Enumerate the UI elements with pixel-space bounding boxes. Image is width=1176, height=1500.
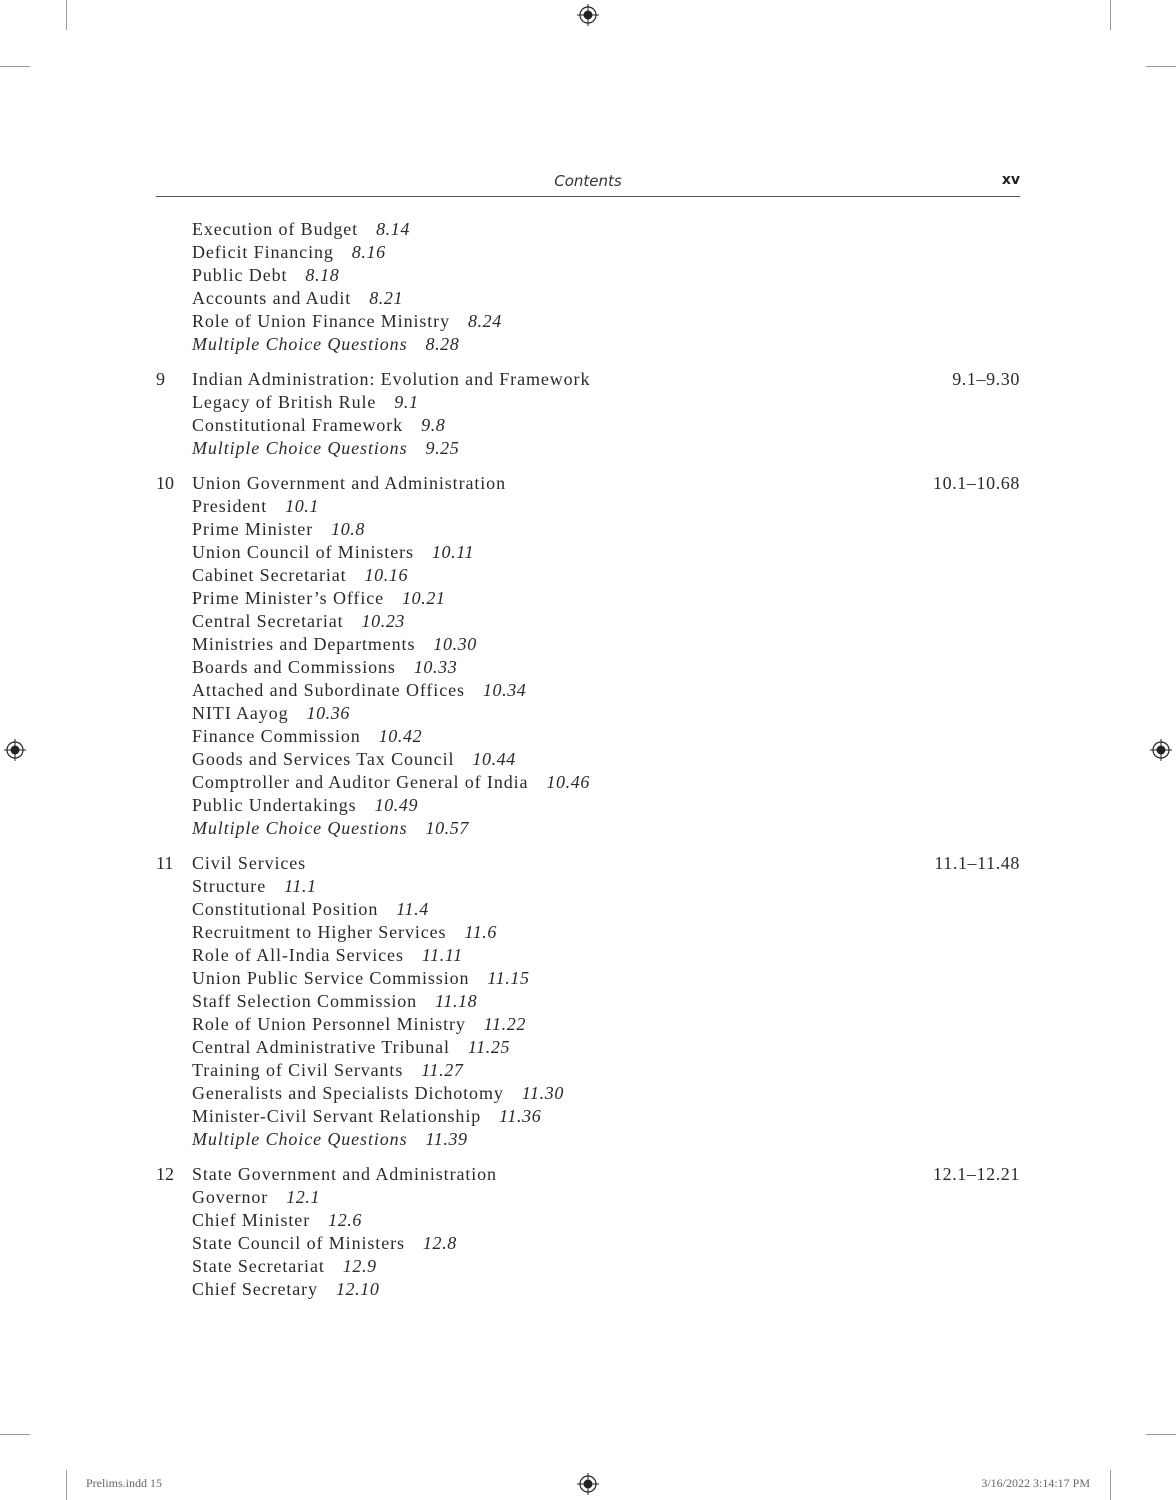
toc-entry[interactable] bbox=[156, 748, 1020, 771]
crop-mark bbox=[1146, 66, 1176, 67]
crop-mark bbox=[1146, 1434, 1176, 1435]
entry-page: 8.16 bbox=[351, 242, 386, 262]
entry-title: Goods and Services Tax Council bbox=[192, 749, 455, 769]
crop-mark bbox=[0, 66, 30, 67]
entry-page: 9.8 bbox=[421, 415, 446, 435]
chapter-heading[interactable] bbox=[156, 852, 1020, 875]
registration-mark-icon bbox=[577, 4, 599, 26]
entry-page: 10.49 bbox=[374, 795, 419, 815]
entry-page: 10.36 bbox=[306, 703, 350, 723]
entry-title: Union Council of Ministers bbox=[192, 542, 414, 562]
entry-title: Public Debt bbox=[192, 265, 288, 285]
toc-entry[interactable] bbox=[156, 495, 1020, 518]
entry-title: Central Secretariat bbox=[192, 611, 344, 631]
entry-page: 9.1 bbox=[394, 392, 419, 412]
toc-entry[interactable] bbox=[156, 1082, 1020, 1105]
chapter-page-range: 11.1–11.48 bbox=[934, 853, 1020, 873]
chapter-heading[interactable] bbox=[156, 1163, 1020, 1186]
entry-page: 12.8 bbox=[422, 1233, 457, 1253]
entry-title: Legacy of British Rule bbox=[192, 392, 377, 412]
running-head: Contents bbox=[554, 172, 622, 190]
toc-entry[interactable] bbox=[156, 1105, 1020, 1128]
toc-entry[interactable] bbox=[156, 875, 1020, 898]
entry-page: 11.39 bbox=[425, 1129, 468, 1149]
entry-list bbox=[156, 391, 1020, 460]
toc-entry[interactable] bbox=[156, 679, 1020, 702]
toc-entry[interactable] bbox=[156, 1255, 1020, 1278]
registration-mark-icon bbox=[577, 1473, 599, 1495]
entry-title: Role of Union Finance Ministry bbox=[192, 311, 450, 331]
entry-title: Prime Minister bbox=[192, 519, 314, 539]
entry-page: 12.1 bbox=[286, 1187, 321, 1207]
entry-title: Comptroller and Auditor General of India bbox=[192, 772, 529, 792]
entry-title: Chief Minister bbox=[192, 1210, 311, 1230]
entry-page: 12.9 bbox=[342, 1256, 377, 1276]
toc-entry[interactable] bbox=[156, 967, 1020, 990]
entry-page: 10.33 bbox=[413, 657, 458, 677]
toc-entry[interactable] bbox=[156, 1013, 1020, 1036]
entry-page: 10.44 bbox=[472, 749, 516, 769]
chapter-continuation bbox=[156, 218, 1020, 356]
entry-page: 10.11 bbox=[431, 542, 475, 562]
toc-entry[interactable] bbox=[156, 771, 1020, 794]
entry-title: Generalists and Specialists Dichotomy bbox=[192, 1083, 504, 1103]
entry-page: 11.25 bbox=[467, 1037, 511, 1057]
entry-page: 12.10 bbox=[335, 1279, 380, 1299]
toc-entry[interactable] bbox=[156, 990, 1020, 1013]
chapter-title: Indian Administration: Evolution and Framework bbox=[192, 369, 591, 389]
chapter-number: 12 bbox=[156, 1164, 174, 1184]
toc-entry[interactable] bbox=[156, 944, 1020, 967]
toc-entry[interactable] bbox=[156, 414, 1020, 437]
entry-title: Prime Minister’s Office bbox=[192, 588, 385, 608]
chapter-heading[interactable] bbox=[156, 368, 1020, 391]
entry-title: NITI Aayog bbox=[192, 703, 289, 723]
entry-page: 10.34 bbox=[482, 680, 527, 700]
chapter-title: Civil Services bbox=[192, 853, 307, 873]
entry-page: 10.1 bbox=[285, 496, 319, 516]
page-header bbox=[156, 172, 1020, 197]
chapter-page-range: 12.1–12.21 bbox=[933, 1164, 1020, 1184]
entry-page: 11.27 bbox=[421, 1060, 464, 1080]
entry-page: 10.21 bbox=[402, 588, 446, 608]
entry-page: 11.36 bbox=[499, 1106, 542, 1126]
toc-entry[interactable] bbox=[156, 794, 1020, 817]
chapter-number: 10 bbox=[156, 473, 174, 493]
entry-page: 10.46 bbox=[546, 772, 590, 792]
entry-title: President bbox=[192, 496, 268, 516]
registration-mark-icon bbox=[4, 739, 26, 761]
entry-page: 8.28 bbox=[425, 334, 460, 354]
toc-entry[interactable] bbox=[156, 218, 1020, 241]
entry-page: 11.22 bbox=[483, 1014, 526, 1034]
crop-mark bbox=[1110, 1470, 1111, 1500]
chapter-12 bbox=[156, 1163, 1020, 1301]
entry-page: 11.1 bbox=[284, 876, 317, 896]
entry-page: 8.24 bbox=[467, 311, 502, 331]
mcq-entry[interactable] bbox=[156, 817, 1020, 840]
entry-title: Cabinet Secretariat bbox=[192, 565, 347, 585]
entry-page: 11.6 bbox=[464, 922, 498, 942]
entry-title: Governor bbox=[192, 1187, 269, 1207]
entry-title: Public Undertakings bbox=[192, 795, 357, 815]
entry-page: 11.4 bbox=[396, 899, 429, 919]
mcq-entry[interactable] bbox=[156, 1128, 1020, 1151]
entry-title: Boards and Commissions bbox=[192, 657, 396, 677]
entry-page: 10.30 bbox=[433, 634, 477, 654]
entry-title: Multiple Choice Questions bbox=[192, 334, 408, 354]
toc-entry[interactable] bbox=[156, 1059, 1020, 1082]
slug-timestamp: 3/16/2022 3:14:17 PM bbox=[981, 1476, 1090, 1490]
entry-page: 11.18 bbox=[435, 991, 478, 1011]
mcq-entry[interactable] bbox=[156, 333, 1020, 356]
toc-entry[interactable] bbox=[156, 1232, 1020, 1255]
chapter-10 bbox=[156, 472, 1020, 840]
entry-page: 12.6 bbox=[328, 1210, 362, 1230]
entry-title: Union Public Service Commission bbox=[192, 968, 470, 988]
entry-title: Recruitment to Higher Services bbox=[192, 922, 447, 942]
toc-entry[interactable] bbox=[156, 241, 1020, 264]
entry-page: 10.8 bbox=[331, 519, 365, 539]
entry-page: 10.23 bbox=[361, 611, 406, 631]
toc-entry[interactable] bbox=[156, 610, 1020, 633]
toc-entry[interactable] bbox=[156, 1209, 1020, 1232]
entry-page: 11.11 bbox=[421, 945, 463, 965]
toc-entry[interactable] bbox=[156, 541, 1020, 564]
toc-entry[interactable] bbox=[156, 1186, 1020, 1209]
toc-entry[interactable] bbox=[156, 702, 1020, 725]
entry-title: Staff Selection Commission bbox=[192, 991, 418, 1011]
chapter-9 bbox=[156, 368, 1020, 460]
crop-mark bbox=[0, 1434, 30, 1435]
entry-title: Ministries and Departments bbox=[192, 634, 416, 654]
entry-page: 8.14 bbox=[376, 219, 410, 239]
registration-mark-icon bbox=[1150, 739, 1172, 761]
toc-entry[interactable] bbox=[156, 725, 1020, 748]
entry-page: 9.25 bbox=[425, 438, 460, 458]
entry-page: 11.15 bbox=[487, 968, 530, 988]
entry-title: Central Administrative Tribunal bbox=[192, 1037, 450, 1057]
crop-mark bbox=[66, 1470, 67, 1500]
entry-page: 10.16 bbox=[364, 565, 409, 585]
chapter-11 bbox=[156, 852, 1020, 1151]
entry-title: Training of Civil Servants bbox=[192, 1060, 404, 1080]
entry-title: Accounts and Audit bbox=[192, 288, 352, 308]
entry-title: Role of All-India Services bbox=[192, 945, 404, 965]
entry-list bbox=[156, 218, 1020, 356]
chapter-title: Union Government and Administration bbox=[192, 473, 506, 493]
toc-entry[interactable] bbox=[156, 287, 1020, 310]
mcq-entry[interactable] bbox=[156, 437, 1020, 460]
entry-list bbox=[156, 1186, 1020, 1301]
entry-title: Role of Union Personnel Ministry bbox=[192, 1014, 466, 1034]
entry-title: Multiple Choice Questions bbox=[192, 438, 408, 458]
entry-page: 10.42 bbox=[378, 726, 423, 746]
chapter-page-range: 9.1–9.30 bbox=[952, 369, 1020, 389]
toc-entry[interactable] bbox=[156, 587, 1020, 610]
entry-title: Execution of Budget bbox=[192, 219, 359, 239]
entry-title: State Council of Ministers bbox=[192, 1233, 405, 1253]
crop-mark bbox=[66, 0, 67, 30]
chapter-number: 9 bbox=[156, 369, 165, 389]
toc-entry[interactable] bbox=[156, 1278, 1020, 1301]
toc-entry[interactable] bbox=[156, 564, 1020, 587]
entry-list bbox=[156, 495, 1020, 840]
toc-entry[interactable] bbox=[156, 921, 1020, 944]
toc-entry[interactable] bbox=[156, 1036, 1020, 1059]
slug-filename: Prelims.indd 15 bbox=[86, 1476, 163, 1490]
entry-title: State Secretariat bbox=[192, 1256, 325, 1276]
page-number: xv bbox=[1001, 172, 1020, 188]
entry-title: Chief Secretary bbox=[192, 1279, 318, 1299]
table-of-contents bbox=[156, 218, 1020, 1313]
toc-entry[interactable] bbox=[156, 518, 1020, 541]
toc-entry[interactable] bbox=[156, 898, 1020, 921]
entry-title: Multiple Choice Questions bbox=[192, 1129, 408, 1149]
toc-entry[interactable] bbox=[156, 310, 1020, 333]
entry-page: 10.57 bbox=[425, 818, 469, 838]
chapter-title: State Government and Administration bbox=[192, 1164, 497, 1184]
chapter-heading[interactable] bbox=[156, 472, 1020, 495]
entry-page: 8.18 bbox=[305, 265, 340, 285]
toc-entry[interactable] bbox=[156, 633, 1020, 656]
entry-page: 11.30 bbox=[521, 1083, 564, 1103]
entry-list bbox=[156, 875, 1020, 1151]
entry-title: Attached and Subordinate Offices bbox=[192, 680, 465, 700]
entry-title: Structure bbox=[192, 876, 267, 896]
entry-title: Deficit Financing bbox=[192, 242, 334, 262]
crop-mark bbox=[1110, 0, 1111, 30]
entry-title: Minister-Civil Servant Relationship bbox=[192, 1106, 482, 1126]
entry-title: Finance Commission bbox=[192, 726, 361, 746]
entry-title: Constitutional Framework bbox=[192, 415, 404, 435]
toc-entry[interactable] bbox=[156, 264, 1020, 287]
toc-entry[interactable] bbox=[156, 656, 1020, 679]
toc-entry[interactable] bbox=[156, 391, 1020, 414]
entry-title: Constitutional Position bbox=[192, 899, 379, 919]
chapter-page-range: 10.1–10.68 bbox=[933, 473, 1020, 493]
entry-title: Multiple Choice Questions bbox=[192, 818, 408, 838]
chapter-number: 11 bbox=[156, 853, 174, 873]
entry-page: 8.21 bbox=[369, 288, 404, 308]
